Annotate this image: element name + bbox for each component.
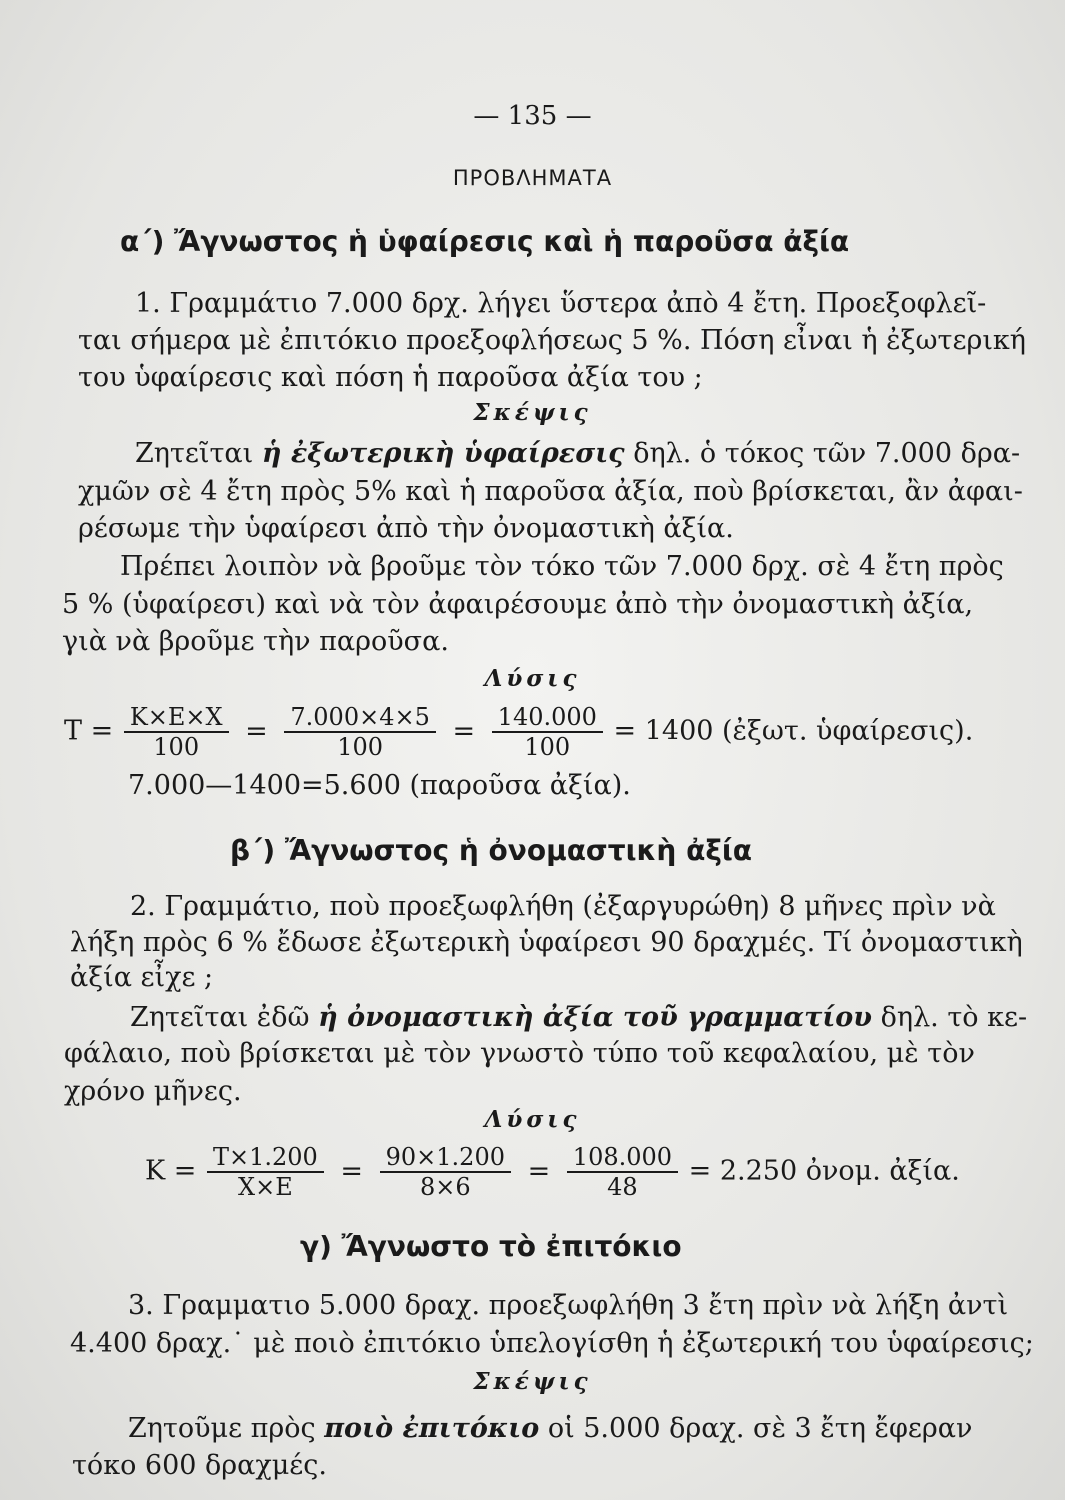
problem-2-line-2: λήξη πρὸς 6 % ἔδωσε ἐξωτερικὴ ὑφαίρεσι 90 δραχμές. Τί ὀνομαστικὴ: [70, 927, 1023, 958]
last-emphasis: ποιὸ ἐπιτόκιο: [324, 1413, 540, 1444]
section-a-skepsis-line-6: γιὰ νὰ βροῦμε τὴν παροῦσα.: [62, 626, 449, 657]
section-b-zit-line-2: φάλαιο, ποὺ βρίσκεται μὲ τὸν γνωστὸ τύπο τοῦ κεφαλαίου, μὲ τὸν: [64, 1038, 975, 1069]
section-c-line-1: [128, 1415, 972, 1442]
skepsis-emphasis: ἡ ἐξωτερικὴ ὑφαίρεσις: [261, 438, 625, 469]
problem-2-line-3: ἀξία εἶχε ;: [70, 962, 214, 993]
skepsis-pre: Ζητεῖται: [135, 438, 254, 469]
chapter-title: ΠΡΟΒΛΗΜΑΤΑ: [452, 166, 613, 190]
formula-result: = 1400 (ἐξωτ. ὑφαίρεσις).: [613, 715, 974, 747]
section-b-heading: β΄) Ἄγνωστος ἡ ὀνομαστικὴ ἀξία: [230, 834, 753, 867]
fraction-3: $\frac{108.000}{48}$: [567, 1145, 678, 1199]
problem-1-line-1: 1. Γραμμάτιο 7.000 δρχ. λήγει ὕστερα ἀπὸ 4 ἔτη. Προεξοφλεῖ-: [135, 288, 987, 319]
section-a-skepsis-line-4: Πρέπει λοιπὸν νὰ βροῦμε τὸν τόκο τῶν 7.000 δρχ. σὲ 4 ἔτη πρὸς: [120, 551, 1004, 582]
zit-pre: Ζητεῖται ἐδῶ: [130, 1002, 310, 1033]
section-c-heading: γ) Ἄγνωστο τὸ ἐπιτόκιο: [300, 1230, 682, 1263]
zit-emphasis: ἡ ὀνομαστικὴ ἀξία τοῦ γραμματίου: [318, 1002, 873, 1033]
fraction-1: $\frac{T\times 1.200}{X\times E}$: [207, 1145, 324, 1199]
problem-2-line-1: 2. Γραμμάτιο, ποὺ προεξωφλήθη (ἐξαργυρώθη) 8 μῆνες πρὶν νὰ: [130, 891, 996, 922]
fraction-1: $\frac{K\times E\times X}{100}$: [124, 705, 229, 759]
skepsis-post: δηλ. ὁ τόκος τῶν 7.000 δρα-: [633, 438, 1021, 469]
section-c-skepsis-label: Σκέψις: [473, 1368, 592, 1395]
fraction-2: $\frac{7.000\times 4\times 5}{100}$: [284, 705, 435, 759]
problem-3-line-1: 3. Γραμματιο 5.000 δραχ. προεξωφλήθη 3 ἔτη πρὶν νὰ λήξη ἀντὶ: [128, 1290, 1009, 1321]
section-a-heading: α΄) Ἄγνωστος ἡ ὑφαίρεσις καὶ ἡ παροῦσα ἀξία: [120, 225, 850, 258]
problem-1-line-3: του ὑφαίρεσις καὶ πόση ἡ παροῦσα ἀξία του ;: [78, 362, 703, 393]
zit-post: δηλ. τὸ κε-: [880, 1002, 1028, 1033]
section-a-skepsis-line-2: χμῶν σὲ 4 ἔτη πρὸς 5% καὶ ἡ παροῦσα ἀξία, ποὺ βρίσκεται, ἂν ἀφαι-: [78, 476, 1023, 507]
section-b-zit-line-3: χρόνο μῆνες.: [64, 1076, 242, 1107]
formula-lhs: Κ =: [145, 1155, 197, 1187]
section-a-skepsis-line-3: ρέσωμε τὴν ὑφαίρεσι ἀπὸ τὴν ὀνομαστικὴ ἀξία.: [78, 513, 734, 544]
section-a-skepsis-line-5: 5 % (ὑφαίρεσι) καὶ νὰ τὸν ἀφαιρέσουμε ἀπὸ τὴν ὀνομαστικὴ ἀξία,: [62, 589, 974, 620]
section-a-skepsis-label: Σκέψις: [473, 399, 592, 426]
problem-3-line-2: 4.400 δραχ.˙ μὲ ποιὸ ἐπιτόκιο ὑπελογίσθη ἡ ἐξωτερική του ὑφαίρεσις;: [70, 1328, 1034, 1359]
fraction-3: $\frac{140.000}{100}$: [492, 705, 603, 759]
section-a-formula: Τ = $\frac{K\times E\times X}{100}$ = $\frac{7.000\times 4\times 5}{100}$ = $\frac{140.000}{100}$ = 1400 (ἐξωτ. ὑφαίρεσις).: [64, 703, 974, 761]
last-post: οἱ 5.000 δραχ. σὲ 3 ἔτη ἔφεραν: [547, 1413, 973, 1444]
formula-lhs: Τ =: [64, 715, 114, 747]
section-b-lysis-label: Λύσις: [484, 1106, 581, 1133]
section-a-result-line: 7.000—1400=5.600 (παροῦσα ἀξία).: [128, 770, 631, 801]
section-b-formula: Κ = $\frac{T\times 1.200}{X\times E}$ = $\frac{90\times 1.200}{8\times 6}$ = $\frac{108.000}{48}$ = 2.250 ὀνομ. ἀξία.: [145, 1143, 960, 1201]
section-a-lysis-label: Λύσις: [484, 665, 581, 692]
section-b-zit-line-1: [130, 1004, 1027, 1031]
page-number: — 135 —: [473, 101, 592, 131]
last-pre: Ζητοῦμε πρὸς: [128, 1413, 316, 1444]
problem-1-line-2: ται σήμερα μὲ ἐπιτόκιο προεξοφλήσεως 5 %. Πόση εἶναι ἡ ἐξωτερική: [78, 325, 1026, 356]
section-c-line-2: τόκο 600 δραχμές.: [72, 1450, 327, 1481]
formula-result: = 2.250 ὀνομ. ἀξία.: [688, 1155, 960, 1187]
section-a-skepsis-line-1: [135, 440, 1020, 467]
fraction-2: $\frac{90\times 1.200}{8\times 6}$: [380, 1145, 511, 1199]
